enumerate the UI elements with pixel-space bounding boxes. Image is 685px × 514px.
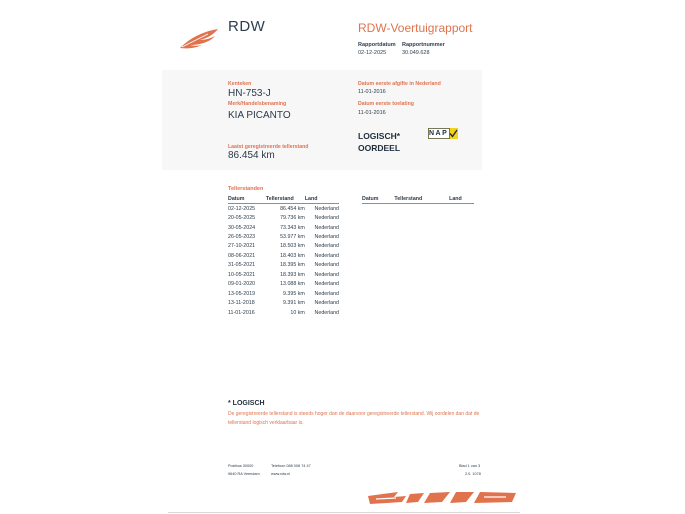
column-header-land: Land <box>449 194 474 204</box>
cell-land: Nederland <box>314 243 339 250</box>
footer-postcode: 9640 RA Veendam <box>228 472 260 476</box>
cell-datum: 27-10-2021 <box>228 243 256 250</box>
cell-tellerstand: 53.977 km <box>280 234 305 241</box>
column-header-tellerstand: Tellerstand <box>266 194 305 204</box>
table-row <box>228 308 339 317</box>
tellerstanden-title: Tellerstanden <box>228 186 264 192</box>
rapportnummer-value: 30.049.628 <box>402 50 430 56</box>
oordeel-line-1: LOGISCH* <box>358 131 401 141</box>
table-row <box>228 213 339 222</box>
cell-datum: 02-12-2025 <box>228 205 256 212</box>
cell-tellerstand: 18.393 km <box>280 271 305 278</box>
cell-tellerstand: 73.343 km <box>280 224 305 231</box>
kenteken-label: Kenteken <box>228 81 252 87</box>
afgifte-label: Datum eerste afgifte in Nederland <box>358 81 441 87</box>
table-header-row <box>228 194 339 204</box>
cell-datum: 13-11-2018 <box>228 300 255 307</box>
footer-telefoon: Telefoon 088 008 74 47 <box>271 464 311 468</box>
cell-datum: 30-05-2024 <box>228 224 256 231</box>
merk-label: Merk/Handelsbenaming <box>228 101 287 107</box>
cell-land: Nederland <box>314 262 339 269</box>
cell-land: Nederland <box>314 281 339 288</box>
cell-tellerstand: 18.503 km <box>280 243 305 250</box>
cell-land: Nederland <box>314 252 339 259</box>
cell-land: Nederland <box>314 205 339 212</box>
table-header-row <box>362 194 474 204</box>
cell-tellerstand: 86.454 km <box>280 205 305 212</box>
table-row <box>228 251 339 260</box>
cell-land: Nederland <box>314 215 339 222</box>
cell-tellerstand: 18.395 km <box>280 262 305 269</box>
tellerstanden-table <box>228 194 339 317</box>
report-title: RDW-Voertuigrapport <box>358 21 473 35</box>
table-row <box>228 280 339 289</box>
table-row <box>228 298 339 307</box>
tellerstanden-table-continued <box>362 194 474 204</box>
table-row <box>228 232 339 241</box>
page-bottom-edge <box>168 512 520 513</box>
cell-land: Nederland <box>314 309 339 316</box>
tellerstand-value: 86.454 km <box>228 150 275 161</box>
rapportdatum-value: 02-12-2025 <box>358 50 387 56</box>
cell-tellerstand: 13.088 km <box>280 281 305 288</box>
table-row <box>228 261 339 270</box>
rapportdatum-label: Rapportdatum <box>358 42 396 48</box>
cell-tellerstand: 10 km <box>290 309 305 316</box>
toelating-value: 11-01-2016 <box>358 110 386 116</box>
cell-land: Nederland <box>314 290 339 297</box>
cell-tellerstand: 79.736 km <box>280 215 305 222</box>
cell-datum: 31-05-2021 <box>228 262 256 269</box>
rdw-footer-stripes-icon <box>366 488 520 508</box>
cell-land: Nederland <box>314 271 339 278</box>
table-row <box>228 223 339 232</box>
cell-datum: 09-01-2020 <box>228 281 256 288</box>
rapportnummer-label: Rapportnummer <box>402 42 445 48</box>
nap-logo-text: NAP <box>429 129 449 137</box>
tellerstand-label: Laatst geregistreerde tellerstand <box>228 144 309 150</box>
toelating-label: Datum eerste toelating <box>358 101 414 107</box>
table-row <box>228 270 339 279</box>
column-header-datum: Datum <box>228 194 266 204</box>
footer-page-number: Blad 1 van 3 <box>459 464 481 468</box>
cell-datum: 26-05-2023 <box>228 234 256 241</box>
column-header-datum: Datum <box>362 194 394 204</box>
cell-land: Nederland <box>314 224 339 231</box>
cell-land: Nederland <box>314 300 339 307</box>
footer-version: 2.0. 1078 <box>465 472 481 476</box>
cell-land: Nederland <box>314 234 339 241</box>
cell-datum: 08-06-2021 <box>228 252 256 259</box>
footer-website: www.rdw.nl <box>271 472 290 476</box>
table-row <box>228 289 339 298</box>
table-row <box>228 242 339 251</box>
oordeel-line-2: OORDEEL <box>358 143 401 153</box>
oordeel-heading <box>358 130 400 154</box>
footer-postbus: Postbus 30000 <box>228 464 254 468</box>
logisch-title: * LOGISCH <box>228 400 265 407</box>
kenteken-value: HN-753-J <box>228 88 271 99</box>
afgifte-value: 11-01-2016 <box>358 89 386 95</box>
table-row <box>228 204 339 214</box>
column-header-land: Land <box>305 194 339 204</box>
cell-datum: 20-05-2025 <box>228 215 256 222</box>
rdw-logo-text: RDW <box>228 18 266 35</box>
cell-datum: 10-05-2021 <box>228 271 256 278</box>
column-header-tellerstand: Tellerstand <box>394 194 449 204</box>
cell-datum: 11-01-2016 <box>228 309 255 316</box>
cell-datum: 13-05-2019 <box>228 290 256 297</box>
rdw-feather-logo-icon <box>178 26 222 50</box>
cell-tellerstand: 9.395 km <box>283 290 305 297</box>
logisch-explanation: De geregistreerde tellerstand is steeds hoger dan de daarvoor geregistreerde tellerstand. Wij oordelen dan dat de tellerstand logisch verklaarbaar is. <box>228 411 480 426</box>
cell-tellerstand: 18.403 km <box>280 252 305 259</box>
cell-tellerstand: 9.391 km <box>283 300 305 307</box>
merk-value: KIA PICANTO <box>228 110 291 121</box>
